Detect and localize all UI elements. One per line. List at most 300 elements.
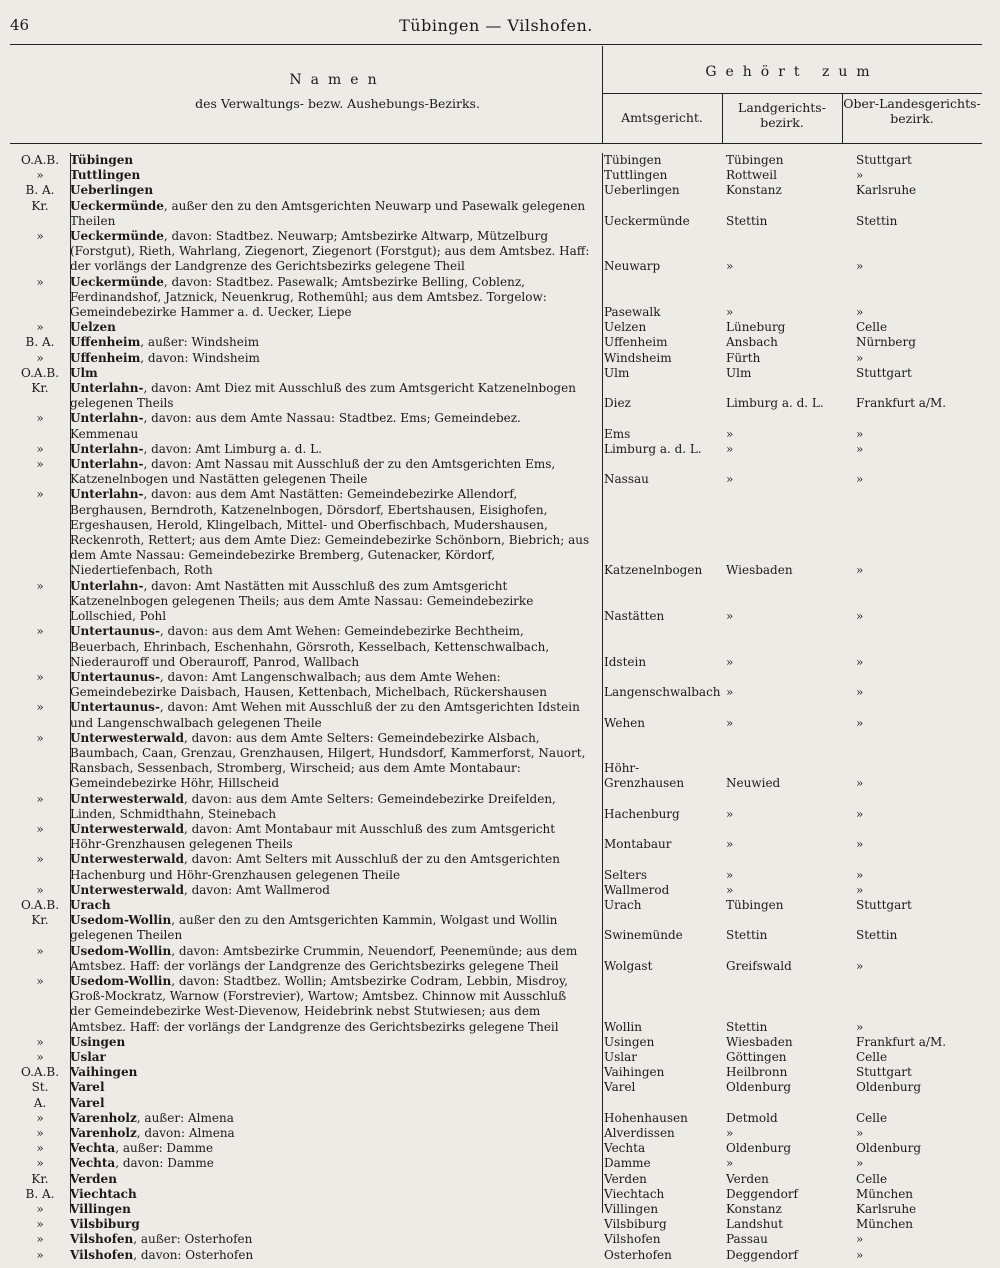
district-type: » bbox=[36, 943, 44, 958]
landgericht-cell bbox=[718, 792, 838, 822]
amtsgericht: Höhr-Grenzhausen bbox=[604, 761, 685, 791]
oberlandesgericht: » bbox=[856, 168, 864, 183]
table-row bbox=[10, 1172, 990, 1187]
landgericht: Neuwied bbox=[726, 776, 781, 791]
table-row bbox=[10, 168, 990, 183]
district-type: O.A.B. bbox=[20, 1065, 60, 1080]
oberlandesgericht-cell bbox=[838, 168, 978, 183]
district-name-cell bbox=[70, 366, 596, 381]
district-name: Untertaunus- bbox=[70, 669, 160, 684]
district-details: , davon: Amt Diez mit Ausschluß des zum Amtsgericht Katzenelnbogen gelegenen Theils bbox=[70, 381, 576, 411]
landgericht-cell bbox=[718, 1202, 838, 1217]
amtsgericht: Wallmerod bbox=[604, 882, 670, 897]
landgericht: Ansbach bbox=[726, 335, 778, 350]
oberlandesgericht: Celle bbox=[856, 1171, 888, 1186]
district-details: , außer den zu den Amtsgerichten Kammin, Wolgast und Wollin gelegenen Theilen bbox=[70, 913, 558, 943]
amtsgericht: Vilshofen bbox=[604, 1232, 661, 1247]
district-name-cell bbox=[70, 852, 596, 882]
district-name-cell bbox=[70, 1111, 596, 1126]
district-name: Villingen bbox=[70, 1202, 131, 1217]
oberlandesgericht-cell bbox=[838, 792, 978, 822]
landgericht-cell bbox=[718, 153, 838, 168]
table-row bbox=[10, 335, 990, 350]
landgericht: » bbox=[726, 715, 734, 730]
table-row bbox=[10, 883, 990, 898]
header-gehoert: Gehört zum bbox=[705, 64, 879, 80]
amtsgericht: Tübingen bbox=[604, 153, 662, 167]
district-type: » bbox=[36, 1232, 44, 1247]
oberlandesgericht: Nürnberg bbox=[856, 335, 916, 350]
amtsgericht: Uslar bbox=[604, 1049, 637, 1064]
table-row bbox=[10, 1050, 990, 1065]
oberlandesgericht-cell bbox=[838, 199, 978, 229]
district-type: » bbox=[36, 1202, 44, 1217]
landgericht: Konstanz bbox=[726, 183, 782, 198]
district-name-cell bbox=[70, 670, 596, 700]
district-type: » bbox=[36, 1126, 44, 1140]
oberlandesgericht-cell bbox=[838, 1065, 978, 1080]
district-type: » bbox=[36, 578, 44, 593]
district-name-cell bbox=[70, 944, 596, 974]
landgericht-cell bbox=[718, 670, 838, 700]
oberlandesgericht: Stuttgart bbox=[856, 1065, 912, 1080]
district-name: Vechta bbox=[70, 1156, 116, 1171]
district-name: Unterwesterwald bbox=[70, 791, 184, 806]
amtsgericht: Swinemünde bbox=[604, 928, 683, 943]
district-name-cell bbox=[70, 1141, 596, 1156]
district-type: O.A.B. bbox=[20, 897, 60, 912]
landgericht: Detmold bbox=[726, 1110, 778, 1125]
table-row bbox=[10, 1187, 990, 1202]
district-type: B. A. bbox=[25, 183, 55, 198]
table-row bbox=[10, 822, 990, 852]
district-type: » bbox=[36, 411, 44, 426]
oberlandesgericht: » bbox=[856, 1126, 864, 1140]
amtsgericht-cell bbox=[596, 1248, 718, 1263]
district-name: Vaihingen bbox=[70, 1065, 138, 1080]
header-subrule bbox=[602, 93, 982, 94]
landgericht-cell bbox=[718, 1232, 838, 1247]
district-name: Usedom-Wollin bbox=[70, 913, 172, 928]
table-row bbox=[10, 852, 990, 882]
amtsgericht: Ueckermünde bbox=[604, 213, 690, 228]
oberlandesgericht-cell bbox=[838, 229, 978, 275]
running-header bbox=[10, 10, 982, 40]
district-type: Kr. bbox=[31, 913, 49, 928]
oberlandesgericht-cell bbox=[838, 1141, 978, 1156]
district-type: » bbox=[36, 441, 44, 456]
amtsgericht: Windsheim bbox=[604, 350, 672, 365]
district-type: » bbox=[36, 821, 44, 836]
amtsgericht-cell bbox=[596, 898, 718, 913]
district-details: , davon: Amt Langenschwalbach; aus dem Amte Wehen: Gemeindebezirke Daisbach, Hausen, Kettenbach, Michelbach, Rückershausen bbox=[70, 669, 547, 700]
oberlandesgericht: » bbox=[856, 609, 864, 624]
table-row bbox=[10, 700, 990, 730]
district-name-cell bbox=[70, 1096, 596, 1111]
district-name-cell bbox=[70, 168, 596, 183]
district-details: , außer: Damme bbox=[115, 1141, 214, 1156]
amtsgericht-cell bbox=[596, 1065, 718, 1080]
district-type: » bbox=[36, 229, 44, 244]
table-row bbox=[10, 1096, 990, 1111]
amtsgericht-cell bbox=[596, 1126, 718, 1141]
amtsgericht: Urach bbox=[604, 897, 642, 912]
landgericht-cell bbox=[718, 822, 838, 852]
table-row bbox=[10, 487, 990, 578]
oberlandesgericht: » bbox=[856, 806, 864, 821]
table-row bbox=[10, 1035, 990, 1050]
table-row bbox=[10, 366, 990, 381]
header-divider bbox=[602, 46, 603, 143]
amtsgericht: Wolgast bbox=[604, 958, 653, 973]
oberlandesgericht-cell bbox=[838, 944, 978, 974]
district-name: Usingen bbox=[70, 1034, 126, 1049]
district-name: Unterwesterwald bbox=[70, 882, 184, 897]
amtsgericht-cell bbox=[596, 442, 718, 457]
landgericht-cell bbox=[718, 1126, 838, 1141]
landgericht: » bbox=[726, 837, 734, 852]
landgericht: Stettin bbox=[726, 1019, 768, 1034]
landgericht: » bbox=[726, 654, 734, 669]
oberlandesgericht-cell bbox=[838, 335, 978, 350]
amtsgericht-cell bbox=[596, 624, 718, 670]
page-number: 46 bbox=[10, 16, 30, 34]
district-name-cell bbox=[70, 381, 596, 411]
district-type: » bbox=[36, 487, 44, 502]
col-head-amtsgericht: Amtsgericht. bbox=[621, 110, 703, 125]
oberlandesgericht: » bbox=[856, 1019, 864, 1034]
amtsgericht-cell bbox=[596, 1217, 718, 1232]
table-row bbox=[10, 974, 990, 1035]
amtsgericht-cell bbox=[596, 351, 718, 366]
district-name: Uslar bbox=[70, 1049, 106, 1064]
landgericht: Stettin bbox=[726, 928, 768, 943]
oberlandesgericht-cell bbox=[838, 366, 978, 381]
table-row bbox=[10, 1065, 990, 1080]
oberlandesgericht-cell bbox=[838, 1248, 978, 1263]
amtsgericht-cell bbox=[596, 1187, 718, 1202]
table-row bbox=[10, 1111, 990, 1126]
landgericht-cell bbox=[718, 487, 838, 578]
oberlandesgericht: » bbox=[856, 776, 864, 791]
table-row bbox=[10, 229, 990, 275]
landgericht-cell bbox=[718, 883, 838, 898]
oberlandesgericht-cell bbox=[838, 822, 978, 852]
oberlandesgericht: » bbox=[856, 472, 864, 487]
district-name: Unterlahn- bbox=[70, 381, 144, 396]
table-row bbox=[10, 670, 990, 700]
amtsgericht: Montabaur bbox=[604, 837, 672, 852]
landgericht: Verden bbox=[726, 1171, 769, 1186]
landgericht-cell bbox=[718, 913, 838, 943]
landgericht: » bbox=[726, 867, 734, 882]
landgericht-cell bbox=[718, 1217, 838, 1232]
amtsgericht: Damme bbox=[604, 1156, 651, 1171]
district-type: Kr. bbox=[31, 198, 49, 213]
district-name: Usedom-Wollin bbox=[70, 943, 172, 958]
district-type: » bbox=[36, 274, 44, 289]
district-name-cell bbox=[70, 624, 596, 670]
amtsgericht: Hachenburg bbox=[604, 806, 680, 821]
district-name-cell bbox=[70, 229, 596, 275]
district-name-cell bbox=[70, 1232, 596, 1247]
landgericht: Göttingen bbox=[726, 1049, 787, 1064]
table-row bbox=[10, 1080, 990, 1095]
district-type: » bbox=[36, 1141, 44, 1156]
oberlandesgericht-cell bbox=[838, 442, 978, 457]
oberlandesgericht: » bbox=[856, 563, 864, 578]
district-name-cell bbox=[70, 700, 596, 730]
landgericht-cell bbox=[718, 944, 838, 974]
landgericht-cell bbox=[718, 1156, 838, 1171]
district-name: Unterwesterwald bbox=[70, 730, 184, 745]
landgericht: Oldenburg bbox=[726, 1141, 792, 1156]
amtsgericht-cell bbox=[596, 199, 718, 229]
landgericht: Wiesbaden bbox=[726, 563, 793, 578]
landgericht: Deggendorf bbox=[726, 1247, 798, 1262]
oberlandesgericht: » bbox=[856, 1247, 864, 1262]
oberlandesgericht: » bbox=[856, 685, 864, 700]
district-type: B. A. bbox=[25, 1186, 55, 1201]
district-type: Kr. bbox=[31, 1171, 49, 1186]
district-type: » bbox=[36, 1247, 44, 1262]
landgericht-cell bbox=[718, 1172, 838, 1187]
district-details: , außer: Windsheim bbox=[140, 335, 260, 350]
table-row bbox=[10, 1217, 990, 1232]
amtsgericht: Varel bbox=[604, 1080, 636, 1095]
district-details: , davon: Stadtbez. Neuwarp; Amtsbezirke Altwarp, Mützelburg (Forstgut), Rieth, Wahrlang, Ziegenort, Ziegenort (Forstgut); aus dem Amtsbez. Haff: der vorlängs der Landgrenze des Gerichtsbezirks gelegene Theil bbox=[70, 229, 590, 274]
oberlandesgericht-cell bbox=[838, 1172, 978, 1187]
table-row bbox=[10, 913, 990, 943]
amtsgericht: Idstein bbox=[604, 654, 647, 669]
amtsgericht-cell bbox=[596, 913, 718, 943]
oberlandesgericht-cell bbox=[838, 351, 978, 366]
landgericht: » bbox=[726, 1126, 734, 1140]
district-type: O.A.B. bbox=[20, 365, 60, 380]
landgericht: Passau bbox=[726, 1232, 768, 1247]
district-name: Varenholz bbox=[70, 1126, 137, 1140]
oberlandesgericht: » bbox=[856, 350, 864, 365]
oberlandesgericht-cell bbox=[838, 381, 978, 411]
district-name: Uffenheim bbox=[70, 350, 141, 365]
amtsgericht-cell bbox=[596, 579, 718, 625]
district-name-cell bbox=[70, 1202, 596, 1217]
district-details: , davon: Osterhofen bbox=[133, 1247, 254, 1262]
amtsgericht-cell bbox=[596, 366, 718, 381]
district-name-cell bbox=[70, 335, 596, 350]
table-row bbox=[10, 1141, 990, 1156]
landgericht: » bbox=[726, 305, 734, 320]
district-details: , davon: Amt Wehen mit Ausschluß der zu den Amtsgerichten Idstein und Langenschwalbach gelegenen Theile bbox=[70, 700, 580, 730]
amtsgericht: Nassau bbox=[604, 472, 649, 487]
district-name: Untertaunus- bbox=[70, 700, 160, 715]
district-details: , davon: aus dem Amte Selters: Gemeindebezirke Dreifelden, Linden, Schmidthahn, Steinebach bbox=[70, 791, 556, 821]
oberlandesgericht: » bbox=[856, 1156, 864, 1171]
oberlandesgericht-cell bbox=[838, 1126, 978, 1141]
landgericht-cell bbox=[718, 1141, 838, 1156]
district-details: , davon: Damme bbox=[115, 1156, 214, 1171]
amtsgericht-cell bbox=[596, 944, 718, 974]
landgericht-cell bbox=[718, 183, 838, 198]
landgericht-cell bbox=[718, 1050, 838, 1065]
landgericht: Limburg a. d. L. bbox=[726, 396, 824, 411]
landgericht-cell bbox=[718, 457, 838, 487]
amtsgericht: Neuwarp bbox=[604, 259, 661, 274]
oberlandesgericht-cell bbox=[838, 1217, 978, 1232]
district-type: » bbox=[36, 882, 44, 897]
amtsgericht-cell bbox=[596, 1080, 718, 1095]
table-row bbox=[10, 183, 990, 198]
district-details: , davon: aus dem Amt Nastätten: Gemeindebezirke Allendorf, Berghausen, Berndroth, Katzenelnbogen, Dörsdorf, Ebertshausen, Eisighofen, Ergeshausen, Herold, Klingelbach, Mittel- und Oberfischbach, Mudershausen, Reckenroth, Rettert; aus dem Amte Diez: Gemeindebezirke Schönborn, Biebrich; aus dem Amte Nassau: Gemeindebezirke Bremberg, Gutenacker, Kördorf, Niedertiefenbach, Roth bbox=[70, 487, 590, 578]
amtsgericht: Wehen bbox=[604, 715, 646, 730]
district-type: Kr. bbox=[31, 381, 49, 396]
table-row bbox=[10, 944, 990, 974]
district-name: Unterlahn- bbox=[70, 441, 144, 456]
amtsgericht-cell bbox=[596, 229, 718, 275]
amtsgericht-cell bbox=[596, 183, 718, 198]
district-name-cell bbox=[70, 183, 596, 198]
oberlandesgericht-cell bbox=[838, 913, 978, 943]
oberlandesgericht-cell bbox=[838, 1111, 978, 1126]
amtsgericht: Villingen bbox=[604, 1202, 659, 1217]
district-details: , davon: Amt Montabaur mit Ausschluß des zum Amtsgericht Höhr-Grenzhausen gelegenen Theils bbox=[70, 821, 556, 852]
district-name-cell bbox=[70, 1035, 596, 1050]
oberlandesgericht-cell bbox=[838, 974, 978, 1035]
table-row bbox=[10, 351, 990, 366]
district-name: Uelzen bbox=[70, 320, 116, 335]
oberlandesgericht: Frankfurt a/M. bbox=[856, 1034, 947, 1049]
amtsgericht: Tuttlingen bbox=[604, 168, 668, 183]
district-name-cell bbox=[70, 792, 596, 822]
district-type: » bbox=[36, 730, 44, 745]
table-row bbox=[10, 153, 990, 168]
district-name-cell bbox=[70, 411, 596, 441]
oberlandesgericht: Stuttgart bbox=[856, 897, 912, 912]
landgericht: Landshut bbox=[726, 1217, 783, 1232]
landgericht-cell bbox=[718, 852, 838, 882]
landgericht: Heilbronn bbox=[726, 1065, 788, 1080]
amtsgericht: Uffenheim bbox=[604, 335, 668, 350]
table-row bbox=[10, 381, 990, 411]
district-type: » bbox=[36, 973, 44, 988]
landgericht: » bbox=[726, 609, 734, 624]
amtsgericht-cell bbox=[596, 1156, 718, 1171]
district-type: » bbox=[36, 457, 44, 472]
table-row bbox=[10, 1126, 990, 1141]
district-name-cell bbox=[70, 1065, 596, 1080]
table-row bbox=[10, 411, 990, 441]
landgericht: » bbox=[726, 426, 734, 441]
district-name-cell bbox=[70, 457, 596, 487]
district-name: Ueckermünde bbox=[70, 229, 164, 244]
district-details: , außer: Osterhofen bbox=[133, 1232, 253, 1247]
amtsgericht-cell bbox=[596, 852, 718, 882]
oberlandesgericht: » bbox=[856, 715, 864, 730]
district-details: , davon: aus dem Amt Wehen: Gemeindebezirke Bechtheim, Beuerbach, Ehrinbach, Eschenhahn, Görsroth, Kesselbach, Kettenschwalbach, Niederauroff und Oberauroff, Panrod, Wallbach bbox=[70, 624, 550, 669]
amtsgericht-cell bbox=[596, 411, 718, 441]
district-details: , davon: Amt Nassau mit Ausschluß der zu den Amtsgerichten Ems, Katzenelnbogen und Nastätten gelegenen Theile bbox=[70, 457, 556, 487]
district-details: , davon: aus dem Amte Nassau: Stadtbez. Ems; Gemeindebez. Kemmenau bbox=[70, 411, 521, 441]
district-name: Unterwesterwald bbox=[70, 821, 184, 836]
amtsgericht-cell bbox=[596, 381, 718, 411]
table-row bbox=[10, 792, 990, 822]
district-name: Unterlahn- bbox=[70, 578, 144, 593]
oberlandesgericht: Oldenburg bbox=[856, 1080, 922, 1095]
district-name: Ueckermünde bbox=[70, 198, 164, 213]
district-name-cell bbox=[70, 1172, 596, 1187]
district-name-cell bbox=[70, 1217, 596, 1232]
oberlandesgericht: Celle bbox=[856, 1049, 888, 1064]
oberlandesgericht: Oldenburg bbox=[856, 1141, 922, 1156]
district-name-cell bbox=[70, 153, 596, 168]
landgericht-cell bbox=[718, 1248, 838, 1263]
oberlandesgericht: Stettin bbox=[856, 928, 898, 943]
amtsgericht: Vilsbiburg bbox=[604, 1217, 667, 1232]
oberlandesgericht-cell bbox=[838, 883, 978, 898]
oberlandesgericht: Celle bbox=[856, 1110, 888, 1125]
amtsgericht-cell bbox=[596, 168, 718, 183]
landgericht: Tübingen bbox=[726, 153, 784, 167]
oberlandesgericht-cell bbox=[838, 670, 978, 700]
oberlandesgericht: » bbox=[856, 867, 864, 882]
landgericht: » bbox=[726, 259, 734, 274]
district-type: » bbox=[36, 1049, 44, 1064]
amtsgericht: Katzenelnbogen bbox=[604, 563, 703, 578]
landgericht-cell bbox=[718, 335, 838, 350]
landgericht: Stettin bbox=[726, 213, 768, 228]
running-head: Tübingen — Vilshofen. bbox=[399, 16, 593, 35]
district-name-cell bbox=[70, 199, 596, 229]
district-name-cell bbox=[70, 320, 596, 335]
col-head-landgericht: Landgerichts-bezirk. bbox=[738, 100, 826, 130]
district-type: » bbox=[36, 1217, 44, 1232]
amtsgericht: Langenschwalbach bbox=[604, 685, 721, 700]
district-name-cell bbox=[70, 1248, 596, 1263]
amtsgericht: Osterhofen bbox=[604, 1247, 672, 1262]
column-divider bbox=[602, 153, 603, 1213]
landgericht: » bbox=[726, 1156, 734, 1171]
amtsgericht-cell bbox=[596, 883, 718, 898]
amtsgericht-cell bbox=[596, 1141, 718, 1156]
oberlandesgericht-cell bbox=[838, 624, 978, 670]
table-row bbox=[10, 1156, 990, 1171]
oberlandesgericht: » bbox=[856, 654, 864, 669]
oberlandesgericht-cell bbox=[838, 852, 978, 882]
amtsgericht: Vaihingen bbox=[604, 1065, 665, 1080]
landgericht-cell bbox=[718, 320, 838, 335]
district-name: Varel bbox=[70, 1095, 105, 1110]
amtsgericht-cell bbox=[596, 700, 718, 730]
table-row bbox=[10, 442, 990, 457]
district-details: , davon: Almena bbox=[136, 1126, 235, 1140]
amtsgericht: Diez bbox=[604, 396, 631, 411]
district-name-cell bbox=[70, 1080, 596, 1095]
amtsgericht: Viechtach bbox=[604, 1186, 665, 1201]
amtsgericht-cell bbox=[596, 153, 718, 168]
oberlandesgericht: » bbox=[856, 1232, 864, 1247]
district-name: Verden bbox=[70, 1171, 117, 1186]
oberlandesgericht-cell bbox=[838, 183, 978, 198]
district-type: » bbox=[36, 168, 44, 183]
district-type: St. bbox=[31, 1080, 49, 1095]
amtsgericht-cell bbox=[596, 792, 718, 822]
column-divider bbox=[70, 153, 71, 1213]
amtsgericht: Ueberlingen bbox=[604, 183, 680, 198]
oberlandesgericht: » bbox=[856, 259, 864, 274]
amtsgericht: Ulm bbox=[604, 365, 630, 380]
landgericht: Greifswald bbox=[726, 958, 792, 973]
district-name: Urach bbox=[70, 897, 111, 912]
